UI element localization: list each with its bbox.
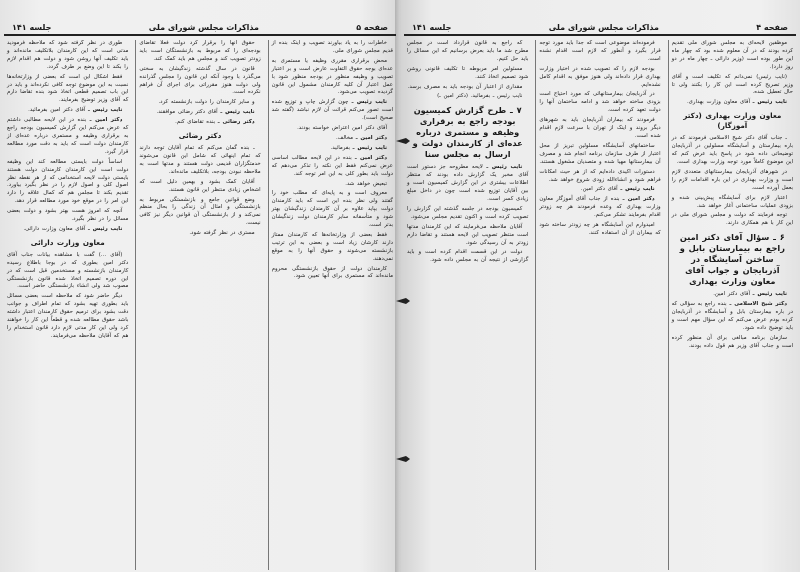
body-paragraph: کارمندان دولت از حقوق بازنشستگی محروم مانده‌اند که مستمری برای آنها تعیین شود. (271, 265, 393, 280)
body-paragraph: مقداری از اعتبار آن بودجه باید به مصرف برسد. (407, 83, 523, 90)
speech-text: لایحه مطروحه جز دستور است آقای مخبر یک گزارش داده بودند که منتظر اطلاعات بیشتری در این گزارش کمیسیون است و بین آقایان توزیع شده است چون در داخل مبلغ زیادی کسر است. (407, 164, 529, 202)
speaker-paragraph (272, 99, 393, 123)
body-paragraph: معروف است و به پایه‌ای که مطلب خود را گفتند ولی نظر بنده این است که باید کارمندان دولت بپاید علاوه بر آن کارمندان زندگیشان بهتر شود و متأسفانه سایر کارمندان دولت زندگیشان بدتر است. (271, 190, 393, 229)
speaker-paragraph (672, 291, 793, 299)
section-heading: معاون وزارت دارائی (30, 237, 105, 247)
speaker-paragraph (672, 99, 793, 107)
body-paragraph: تبعیض خواهد شد. (345, 180, 387, 187)
body-paragraph: و سایر کارمندان را دولت بازنشسته کرد. (158, 99, 255, 106)
binding-pin-icon (396, 130, 410, 138)
speaker-paragraph (672, 301, 793, 333)
body-paragraph: در آذربایجان بیمارستانهائی که مورد احتیاج است بزودی ساخته خواهد شد و ادامه ساختمان آنها را دولت تعهد کرده است. (539, 91, 661, 114)
body-paragraph: که راجع به قانون قرارداد است در مجلس مطرح شد ما باید بعرض برسانیم که این مسائل را باید حل کنیم. (407, 40, 529, 62)
speaker-name: نایب رئیس ـ (351, 99, 387, 106)
body-paragraph: آقایان ملاحظه می‌فرمایند که این کارمندان مدتها است منتظر تصویب این لایحه هستند و تقاضا دارم زودتر به آن رسیدگی شود. (407, 223, 529, 246)
body-paragraph: کمیسیون بودجه در جلسه گذشته این گزارش را تصویب کرده است و اکنون تقدیم مجلس می‌شود. (407, 205, 529, 220)
section-heading: دکتر رضائی (178, 131, 222, 141)
body-paragraph: (آقای ...) گفت با مشاهده بیانات جناب آقای دکتر امین بطوری که در بوجا باطلاع رسیده کارمندان بازنشسته و مستخدمین قبل است که در این دوره تصمیم اتخاذ شده قانون بازنشستگی مصوب شد ولی انشاء بازنشستگی حاضر است. (7, 251, 129, 290)
speech-text: آقای دکتر امین. (713, 291, 750, 298)
body-paragraph: آنچه که امروز هست بهتر بشود و دولت بعضی مسائل را در نظر بگیرد. (7, 208, 129, 223)
body-paragraph: در شهرهای آذربایجان بیمارستانهای متعددی لازم است و وزارت بهداری در این باره اقدامات لازم را بعمل آورده است. (671, 168, 793, 191)
session-number: جلسه ۱۴۱ (412, 23, 452, 32)
body-paragraph: آقایان کمک بشود و بهمین دلیل است که اشخاص زیادی منتظر این قانون هستند. (139, 178, 261, 193)
speaker-name: دکتر امین ـ (89, 117, 123, 124)
speech-text: بنده در این لایحه مطالبی داشتم که عرض می‌کنم این گزارش کمیسیون بودجه راجع به برقراری وظیفه و مستمری درباره عده‌ای از کارمندان دولت است که باید به دقت مورد مطالعه قرار گیرد. (7, 117, 129, 155)
body-paragraph: دستورات اکیدی داده‌ایم که از هر حیث امکانات فراهم شود و انشاءالله زودی شروع خواهد شد. (539, 168, 661, 183)
publication-title: مذاکرات مجلس شورای ملی (548, 23, 659, 32)
section-heading: معاون وزارت بهداری (دکتر آموزگار) (683, 111, 782, 131)
speaker-paragraph (539, 196, 660, 220)
speech-text: آقای دکتر امین بفرمائید. (28, 107, 86, 114)
body-paragraph: آقای دکتر امین اعتراض خواسته بودند. (297, 125, 387, 132)
body-paragraph: ـ بنده گمان می‌کنم که تمام آقایان توجه دارند که تمام اینهائی که شامل این قانون می‌شوند خدمتگزاران قدیمی دولت هستند و مدتها است به ملاحظه نبودن بودجه، بلاتکلیف مانده‌اند. (139, 145, 261, 175)
body-paragraph: فقط اشکال این است که بعضی از وزارتخانه‌ها نسبت به این موضوع توجه کافی نکرده‌اند و باید در این باب تصمیم قطعی اتخاذ شود بنده تقاضا دارم که آقای وزیر توضیح بفرمایند. (7, 73, 129, 104)
speaker-paragraph (139, 109, 260, 117)
speaker-paragraph (7, 117, 128, 157)
body-paragraph: امیدوارم این آسایشگاه هر چه زودتر ساخته شود که بیماران از آن استفاده کنند. (539, 222, 661, 236)
body-paragraph: دولت در این قسمت اقدام کرده است و باید گزارشی از نتیجه آن به مجلس داده شود. (407, 249, 529, 264)
body-paragraph: وضع قوانین جامع و بازنشستگی مربوط به بازنشستگی و امثال آن زندگی را بحال منظم نمی‌کند و از بازنشستگی آن قوانین دیگر نیز کافی نیست. (139, 196, 261, 227)
body-paragraph: خاطرات را به یاد بیاورند تصویب و اینک بنده از قدیم مجلس شورای ملی. (271, 40, 393, 54)
speaker-name: نایب رئیس ـ (752, 291, 787, 298)
text-column (4, 40, 131, 570)
body-paragraph: ـ جناب آقای دکتر شیخ الاسلامی فرمودند که در باره بیمارستان و آسایشگاه مسلولین در آذربایجان توضیحاتی داده شود در پاسخ باید عرض کنم که این موضوع کاملاً مورد توجه وزارت بهداری است. (671, 135, 793, 165)
speaker-paragraph (7, 226, 128, 234)
speaker-name: نایب رئیس ـ (88, 107, 123, 114)
body-paragraph: (نایب رئیس) نمی‌دانم که تکلیف است و آقای وزیر تصریح کرده است این کار را بکنند ولی تا حال تعطیل شده. (671, 73, 793, 96)
text-column (135, 40, 263, 570)
body-paragraph: سازمان برنامه مبالغی برای آن منظور کرده است و جناب آقای وزیر هم قول داده بودند. (671, 334, 793, 349)
text-column (404, 40, 531, 570)
body-paragraph: ساختمانهای آسایشگاه مسلولین تبریز از محل اعتبار از طرف سازمان برنامه انجام شد و مصرف آن بیمارستانها مهیا شده و متصدیان مشغول هستند. (539, 142, 661, 165)
right-page (400, 0, 800, 572)
body-paragraph: فرموده‌اند موضوعی است که جداً باید مورد توجه قرار بگیرد و آنطور که لازم است اقدام نشده است. (539, 40, 661, 62)
speaker-paragraph (7, 107, 128, 115)
body-paragraph: اساساً دولت بایستی مطالعه کند این وظیفه دولت است این کارمندان کارمندان دولت هستند بایستی دولت لایحه استخدامی که از هر نقطه نظر اصول کلی و اصول لازم را در نظر بگیرد بیاورد. تقدیم بکند تا مجلس هم که کمال علاقه را دارد این امر را در موقع خود مورد مطالعه قرار دهد. (7, 158, 129, 205)
session-number: جلسه ۱۴۱ (12, 23, 52, 32)
speaker-name: نایب رئیس ـ (220, 109, 255, 116)
speaker-name: دکتر امین ـ (355, 134, 387, 141)
speech-text: آقای دکتر امین. (580, 186, 618, 193)
binding-pin-icon (396, 290, 410, 298)
text-column (668, 40, 796, 570)
speech-text: بنده از جناب آقای آموزگار معاون وزارت بهداری که وعده فرمودند هر چه زودتر اقدام بفرمایند تشکر می‌کنم. (539, 196, 661, 219)
right-page-header (404, 20, 796, 36)
speech-text: بنده در این لایحه مطالب اساسی عرض نمی‌کنم فقط این نکته را تذکر می‌دهم که دولت باید بطور کلی به این امر توجه کند. (271, 154, 393, 177)
speaker-paragraph (539, 186, 660, 194)
body-paragraph: محض برقراری مقرری وظیفه یا مستمری به عده‌ای بوجه حقوق التفاوت عارض است و بر اعتبار تصویب و وظیفه منظور در بودجه منظور شود با عمل اعتبار آن کلیه کارمندان مشمول این قانون گردیده تصویب می‌شود. (271, 57, 393, 96)
speaker-name: نایب رئیس ـ (88, 225, 123, 232)
speaker-name: دکتر امین ـ (622, 196, 655, 203)
speaker-paragraph (139, 119, 260, 127)
left-page-columns (4, 40, 396, 570)
speech-text: بفرمائید. (330, 144, 350, 151)
body-paragraph: طوری در نظر گرفته شود که ملاحظه فرمودید مدتی است که این کارمندان بلاتکلیف مانده‌اند و باید تکلیف آنها روشن شود و دولت هم اقدام لازم را بکند تا این وضع بر طرف گردد. (7, 40, 129, 70)
speaker-name: دکتر امین ـ (354, 154, 388, 161)
speech-text: آقای معاون وزارت دارائی. (23, 225, 86, 232)
left-page-header (4, 20, 396, 36)
text-column (535, 40, 663, 570)
speaker-paragraph (272, 155, 393, 179)
speaker-paragraph (272, 135, 393, 143)
body-paragraph: قانون در سال گذشته زندگیشان به سختی می‌گذرد با وجود آنکه این قانون را مجلس گذرانده ولی دولت هنوز مقرراتی برای اجرای آن فراهم نکرده است. (139, 65, 261, 96)
section-heading: ۷ ـ طرح گزارش کمیسیون بودجه راجع به برقراری وظیفه و مستمری درباره عده‌ای از کارمندان دولت و ارسال به مجلس سنا (412, 105, 523, 160)
speaker-name: نایب رئیس ـ (752, 99, 787, 106)
speaker-name: دکتر شیخ الاسلامی ـ (729, 301, 787, 308)
body-paragraph: فرمودند که بیماران آذربایجان باید به شهرهای دیگر بروند و اینک از تهران با سرعت لازم اقدام شده است. (539, 117, 661, 139)
speech-text: آقای دکتر رضائی موافقند. (156, 109, 218, 116)
page-number: صفحه ۵ (356, 23, 388, 32)
speaker-name: نایب رئیس ـ (620, 186, 655, 193)
body-paragraph: حقوق آنها را برقرار کرد دولت فعلاً تقاضای بودجه‌ای را که مربوط به بازنشستگان است باید زودتر تصویب کند و مجلس هم باید کمک کند. (139, 40, 261, 62)
body-paragraph: موظفین لایحه‌ای به مجلس شورای ملی تقدیم کرده بودند که در آن معلوم شده بود که چهار ماه این طور بوده است (وزیر دارائی ـ چهار ماه در دو روز دارد). (671, 40, 793, 70)
body-paragraph: فقط بعضی از وزارتخانه‌ها که کارمندان ممتاز دارند کارشان زیاد است و بعضی به این ترتیب بازنشسته می‌شوند و حقوق آنها را به موقع نمی‌دهند. (271, 231, 393, 262)
speaker-name: دکتر رضائی ـ (217, 119, 255, 126)
page-number: صفحه ۴ (756, 23, 788, 32)
text-column (268, 40, 396, 570)
body-paragraph: مستری در نظر گرفته شود. (189, 230, 255, 237)
speaker-name: نایب رئیس ـ (352, 144, 387, 151)
speaker-paragraph (272, 145, 393, 153)
speech-text: چون گزارش چاپ و توزیع شده است تصور می‌کنم قرائت آن لازم نباشد (گفته شد صحیح است). (271, 99, 393, 122)
speech-text: آقای معاون وزارت بهداری. (686, 99, 750, 106)
speech-text: بنده راجع به سؤالی که در باره بیمارستان بابل و آسایشگاه در آذربایجان کرده بودم عرض می‌کنم که این سؤال مهم است و باید توضیح داده شود. (671, 301, 793, 331)
body-paragraph: نایب رئیس ـ بفرمائید. (دکتر امین ـ) (437, 93, 523, 100)
speech-text: مخالف. (336, 134, 353, 141)
speaker-paragraph (407, 164, 528, 204)
body-paragraph: بودجه لازم را که تصویب شده در اختیار وزارت بهداری قرار داده‌اند ولی هنوز موفق به اقدام کامل نشده‌ایم. (539, 65, 661, 88)
right-page-columns (404, 40, 796, 570)
body-paragraph: مسئولین امر مربوطه تا تکلیف قانونی روشن شود تصمیم اتخاذ کنند. (407, 65, 529, 80)
publication-title: مذاکرات مجلس شورای ملی (148, 23, 259, 32)
body-paragraph: دیگر حاضر شود که ملاحظه است بعضی مسائل باید بطوری تهیه بشود که تمام اطراف و جوانب دقت بشود برای ترمیم حقوق کارمندان اعتبار داشته باشد حقوق مطالعه شده و قطعاً این کار را خواهند کرد ولی این کار مدتی لازم دارد قانون استخدام را هم که آقایان ملاحظه می‌فرمایند. (7, 293, 129, 339)
binding-pin-icon (396, 448, 410, 456)
section-heading: ۶ ـ سؤال آقای دکتر امین راجع به بیمارستان بابل و ساختن آسایشگاه در آذربایجان و جواب آقای معاون وزارت بهداری (679, 232, 785, 287)
body-paragraph: توجه فرمایند که دولت و مجلس شورای ملی در این کار با هم همکاری دارند. (671, 212, 793, 227)
speaker-name: نایب رئیس ـ (486, 164, 523, 171)
speech-text: بنده تقاضای کنم. (175, 119, 216, 126)
body-paragraph: اعتبار لازم برای آسایشگاه پیش‌بینی شده و بزودی عملیات ساختمانی آغاز خواهد شد. (671, 194, 793, 209)
